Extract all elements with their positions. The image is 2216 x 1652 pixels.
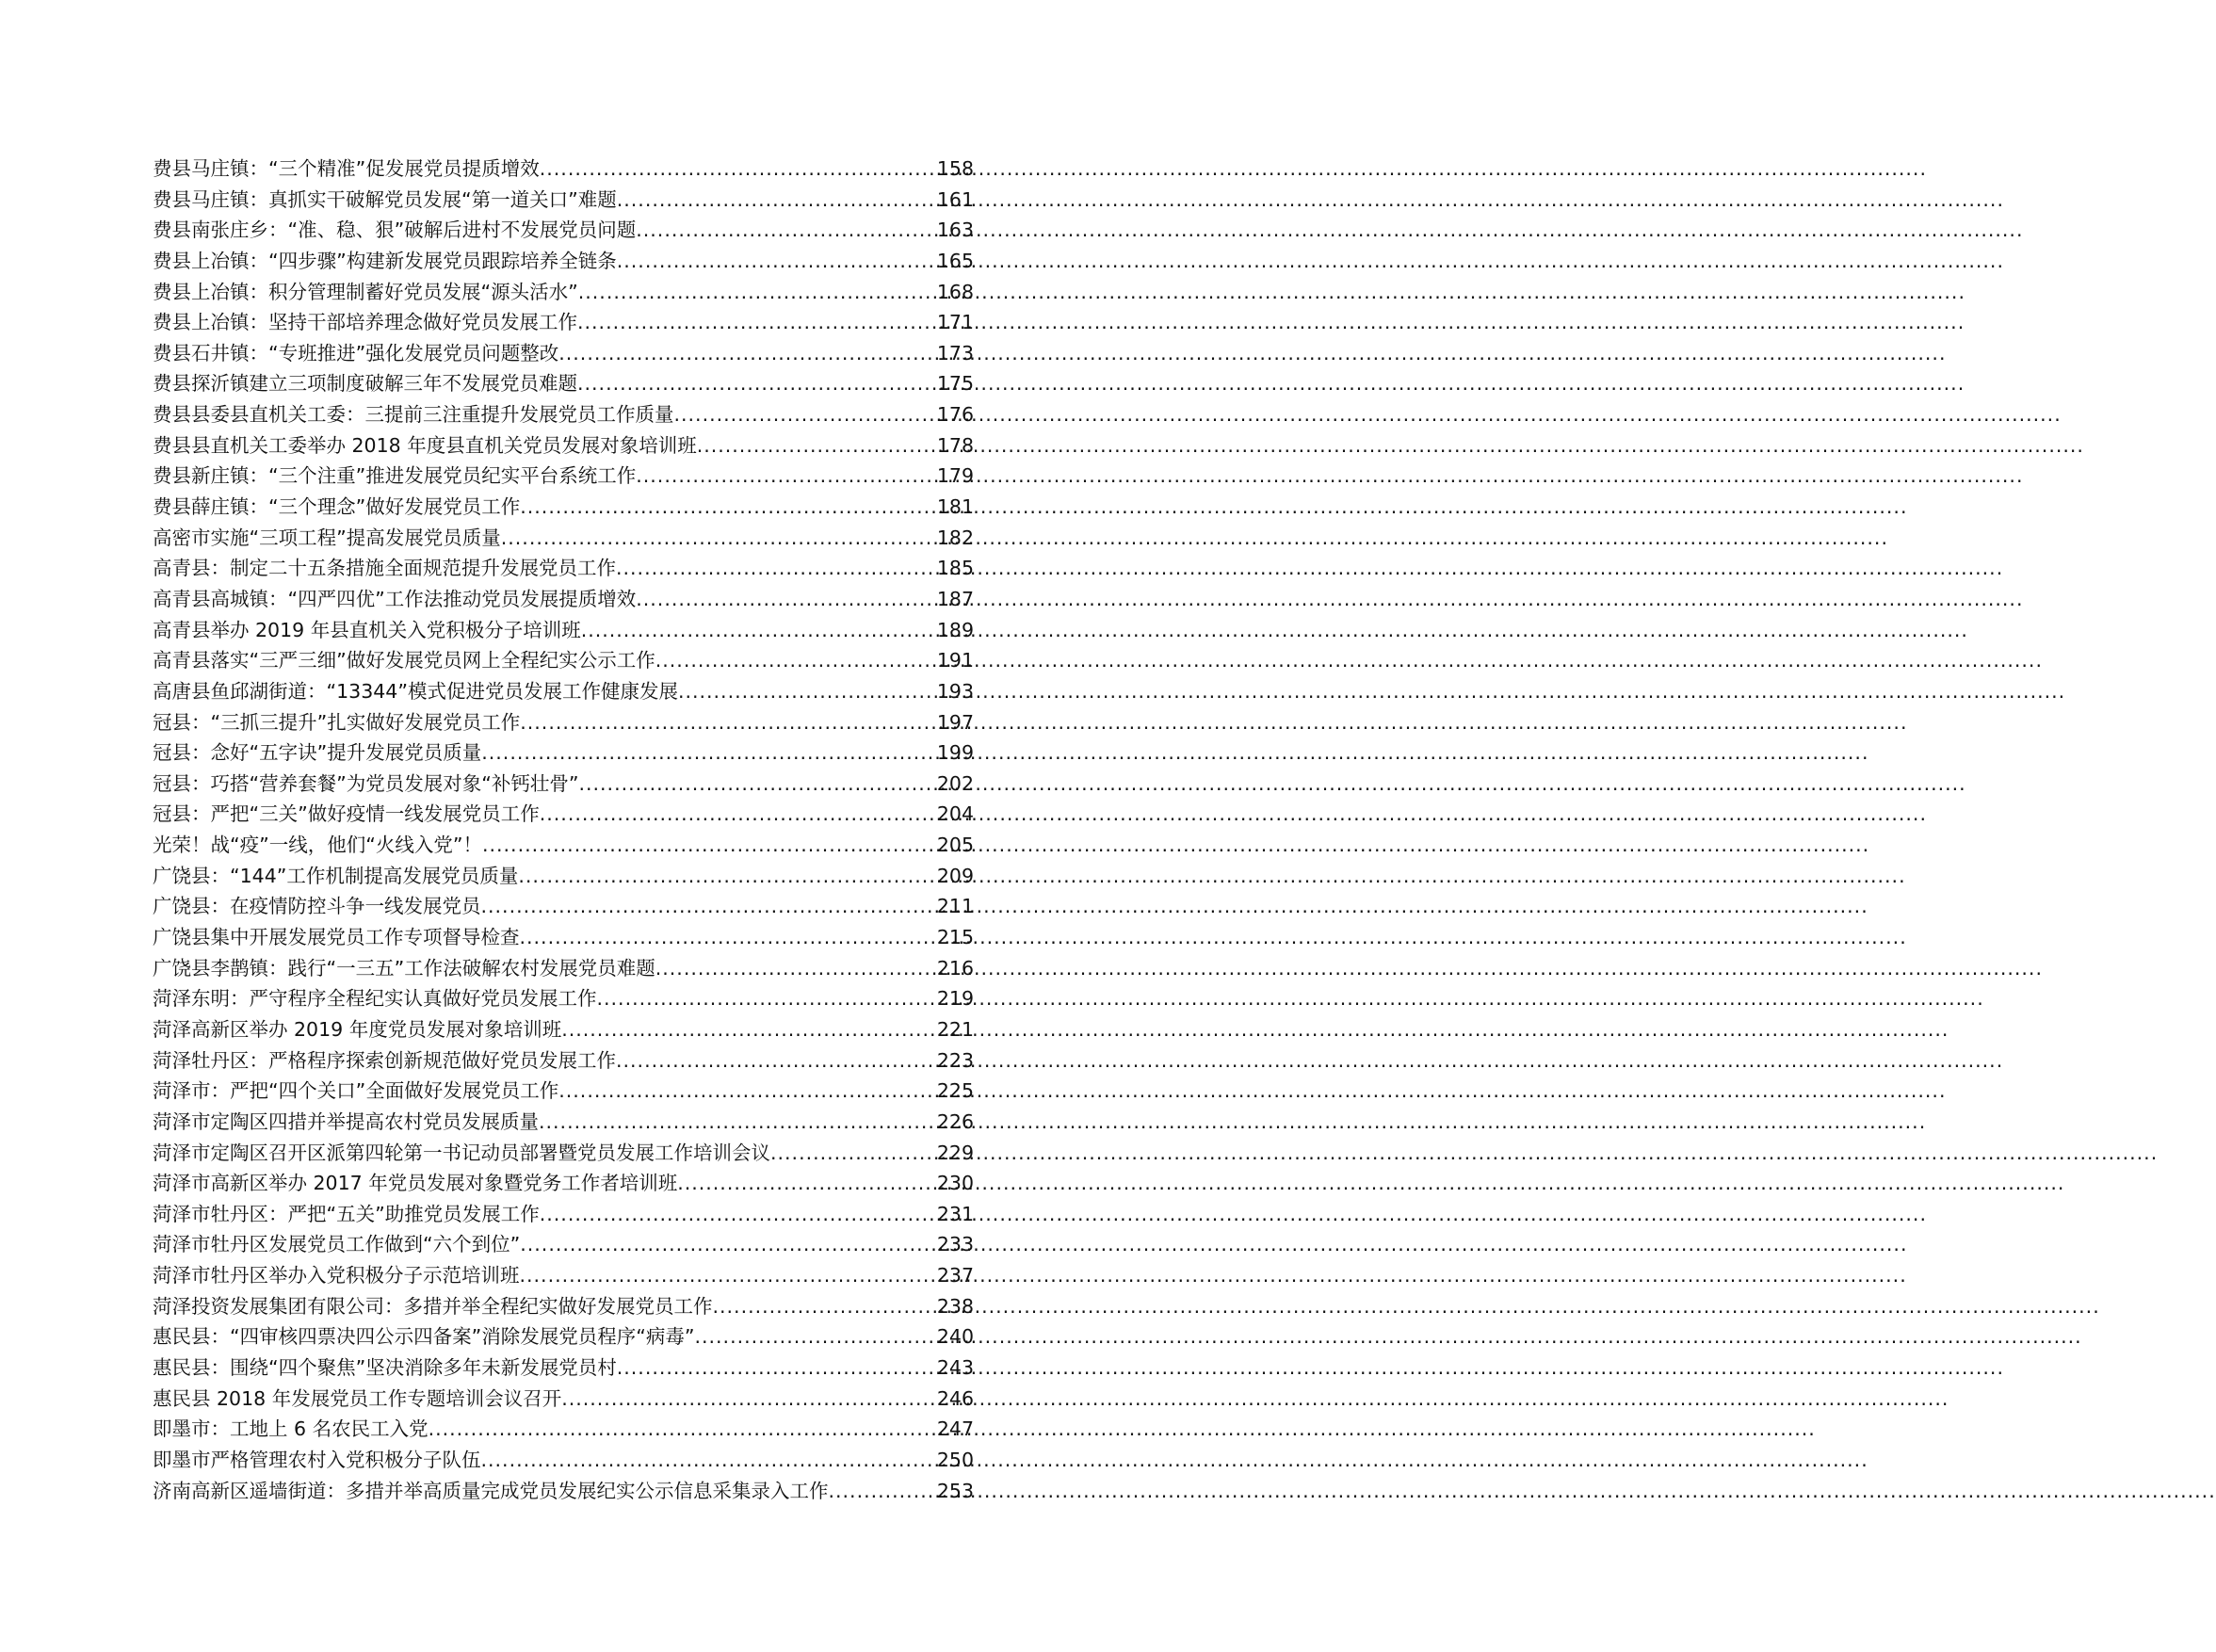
toc-entry-title: 费县新庄镇：“三个注重”推进发展党员纪实平台系统工作 — [153, 464, 637, 488]
toc-entry-page-number: 225 — [936, 1079, 974, 1103]
toc-dot-leader — [616, 1045, 935, 1077]
toc-entry-page-number: 158 — [936, 157, 974, 180]
toc-entry-title: 光荣！战“疫”一线，他们“火线入党”！ — [153, 834, 482, 857]
toc-dot-leader — [558, 338, 935, 369]
toc-dot-leader — [501, 523, 935, 554]
toc-entry-page-number: 178 — [936, 433, 974, 457]
toc-entry-title: 费县马庄镇：“三个精准”促发展党员提质增效 — [153, 157, 540, 180]
toc-dot-leader — [617, 1352, 935, 1384]
toc-dot-leader — [520, 1229, 935, 1260]
toc-entry-page-number: 197 — [936, 710, 974, 734]
toc-dot-leader — [540, 1199, 935, 1230]
toc-dot-leader — [520, 922, 935, 953]
toc-entry-title: 费县上冶镇：坚持干部培养理念做好党员发展工作 — [153, 311, 577, 334]
toc-dot-leader — [829, 1476, 935, 1507]
toc-entry-page-number: 238 — [936, 1294, 974, 1318]
toc-entry-page-number: 253 — [936, 1479, 974, 1502]
toc-entry-page-number: 163 — [936, 219, 974, 242]
toc-entry-page-number: 209 — [936, 864, 974, 887]
toc-entry-page-number: 189 — [936, 618, 974, 641]
toc-dot-leader — [482, 830, 935, 861]
toc-entry[interactable] — [153, 368, 974, 399]
toc-dot-leader — [677, 1168, 935, 1199]
toc-entry-page-number: 173 — [936, 341, 974, 364]
toc-entry-page-number: 205 — [936, 834, 974, 857]
toc-dot-leader — [577, 307, 935, 338]
toc-entry-title: 菏泽市高新区举办 2017 年党员发展对象暨党务工作者培训班 — [153, 1172, 678, 1195]
toc-dot-leader — [578, 769, 934, 800]
toc-entry[interactable] — [153, 523, 974, 554]
toc-entry-title: 费县薛庄镇：“三个理念”做好发展党员工作 — [153, 495, 521, 519]
toc-entry[interactable] — [153, 185, 974, 216]
toc-entry-title: 费县马庄镇：真抓实干破解党员发展“第一道关口”难题 — [153, 187, 617, 211]
toc-dot-leader — [636, 215, 935, 246]
toc-entry-page-number: 179 — [936, 464, 974, 488]
toc-entry-title: 冠县：巧搭“营养套餐”为党员发展对象“补钙壮骨” — [153, 771, 579, 795]
toc-entry[interactable] — [153, 584, 974, 615]
toc-entry-title: 高青县：制定二十五条措施全面规范提升发展党员工作 — [153, 557, 616, 580]
toc-entry-title: 冠县：“三抓三提升”扎实做好发展党员工作 — [153, 710, 521, 734]
toc-entry-title: 费县南张庄乡：“准、稳、狠”破解后进村不发展党员问题 — [153, 219, 637, 242]
toc-entry[interactable] — [153, 891, 974, 922]
toc-entry[interactable] — [153, 399, 974, 430]
toc-entry-page-number: 175 — [936, 372, 974, 396]
toc-entry-title: 菏泽市定陶区召开区派第四轮第一书记动员部署暨党员发展工作培训会议 — [153, 1141, 770, 1164]
toc-entry[interactable] — [153, 1076, 974, 1107]
toc-dot-leader — [429, 1414, 935, 1445]
toc-entry-page-number: 216 — [936, 956, 974, 980]
toc-entry-title: 高唐县鱼邱湖街道：“13344”模式促进党员发展工作健康发展 — [153, 679, 678, 703]
toc-entry-page-number: 193 — [936, 679, 974, 703]
toc-dot-leader — [713, 1291, 935, 1322]
toc-entry[interactable] — [153, 1168, 974, 1199]
toc-entry-title: 广饶县集中开展发展党员工作专项督导检查 — [153, 926, 520, 949]
toc-entry-page-number: 176 — [936, 403, 974, 427]
toc-entry-title: 费县县直机关工委举办 2018 年度县直机关党员发展对象培训班 — [153, 433, 697, 457]
toc-entry-page-number: 165 — [936, 249, 974, 272]
toc-entry[interactable] — [153, 1138, 974, 1169]
toc-entry-title: 高青县举办 2019 年县直机关入党积极分子培训班 — [153, 618, 581, 641]
toc-entry-title: 菏泽牡丹区：严格程序探索创新规范做好党员发展工作 — [153, 1048, 616, 1072]
toc-entry-page-number: 191 — [936, 649, 974, 672]
toc-entry-title: 高青县落实“三严三细”做好发展党员网上全程纪实公示工作 — [153, 649, 655, 672]
toc-entry-title: 菏泽市定陶区四措并举提高农村党员发展质量 — [153, 1109, 539, 1133]
toc-dot-leader — [770, 1138, 935, 1169]
toc-entry[interactable] — [153, 154, 974, 185]
toc-entry-page-number: 247 — [936, 1417, 974, 1441]
toc-entry-title: 广饶县：“144”工作机制提高发展党员质量 — [153, 864, 519, 887]
toc-dot-leader — [617, 185, 935, 216]
toc-dot-leader — [558, 1076, 935, 1107]
toc-entry[interactable] — [153, 922, 974, 953]
toc-dot-leader — [617, 246, 935, 277]
toc-entry-page-number: 246 — [936, 1386, 974, 1410]
toc-dot-leader — [481, 737, 935, 769]
toc-entry[interactable] — [153, 737, 974, 769]
toc-entry[interactable] — [153, 1045, 974, 1077]
toc-entry-title: 高青县高城镇：“四严四优”工作法推动党员发展提质增效 — [153, 587, 637, 610]
toc-entry[interactable] — [153, 1260, 974, 1291]
toc-entry-title: 冠县：严把“三关”做好疫情一线发展党员工作 — [153, 802, 540, 826]
toc-entry-title: 菏泽东明：严守程序全程纪实认真做好党员发展工作 — [153, 987, 597, 1011]
toc-dot-leader — [540, 154, 935, 185]
toc-entry-page-number: 229 — [936, 1141, 974, 1164]
toc-entry[interactable] — [153, 277, 974, 308]
toc-entry[interactable] — [153, 461, 974, 492]
toc-entry-title: 惠民县：围绕“四个聚焦”坚决消除多年未新发展党员村 — [153, 1355, 617, 1379]
toc-entry[interactable] — [153, 1384, 974, 1415]
toc-entry-page-number: 250 — [936, 1448, 974, 1471]
toc-entry-page-number: 211 — [936, 895, 974, 918]
toc-entry[interactable] — [153, 769, 974, 800]
toc-entry-page-number: 243 — [936, 1355, 974, 1379]
toc-entry-page-number: 226 — [936, 1109, 974, 1133]
toc-entry-title: 菏泽市牡丹区举办入党积极分子示范培训班 — [153, 1264, 520, 1288]
toc-entry-page-number: 168 — [936, 280, 974, 303]
toc-entry-page-number: 223 — [936, 1048, 974, 1072]
toc-entry-title: 菏泽市：严把“四个关口”全面做好发展党员工作 — [153, 1079, 559, 1103]
toc-dot-leader — [616, 553, 935, 584]
toc-entry-title: 菏泽市牡丹区发展党员工作做到“六个到位” — [153, 1233, 521, 1256]
toc-entry-title: 惠民县 2018 年发展党员工作专题培训会议召开 — [153, 1386, 562, 1410]
toc-entry[interactable] — [153, 307, 974, 338]
toc-entry-page-number: 231 — [936, 1202, 974, 1225]
toc-dot-leader — [581, 615, 935, 646]
toc-entry-page-number: 202 — [936, 771, 974, 795]
toc-entry-title: 菏泽高新区举办 2019 年度党员发展对象培训班 — [153, 1017, 562, 1041]
toc-dot-leader — [697, 430, 935, 462]
table-of-contents — [153, 154, 974, 1506]
toc-dot-leader — [520, 707, 935, 738]
toc-entry[interactable] — [153, 830, 974, 861]
toc-dot-leader — [561, 1014, 935, 1045]
toc-entry[interactable] — [153, 953, 974, 984]
toc-entry-title: 即墨市：工地上 6 名农民工入党 — [153, 1417, 429, 1441]
toc-entry-page-number: 182 — [936, 526, 974, 549]
toc-dot-leader — [518, 861, 934, 892]
toc-entry[interactable] — [153, 799, 974, 830]
toc-dot-leader — [678, 676, 935, 707]
toc-entry[interactable] — [153, 1199, 974, 1230]
toc-entry[interactable] — [153, 1107, 974, 1138]
toc-entry-page-number: 240 — [936, 1325, 974, 1349]
toc-entry-page-number: 221 — [936, 1017, 974, 1041]
toc-dot-leader — [674, 399, 935, 430]
toc-dot-leader — [577, 368, 935, 399]
toc-entry[interactable] — [153, 676, 974, 707]
toc-dot-leader — [655, 645, 935, 676]
toc-entry[interactable] — [153, 1291, 974, 1322]
toc-entry[interactable] — [153, 215, 974, 246]
toc-entry[interactable] — [153, 615, 974, 646]
toc-dot-leader — [597, 983, 935, 1014]
toc-entry[interactable] — [153, 1414, 974, 1445]
toc-entry-title: 费县上冶镇：“四步骤”构建新发展党员跟踪培养全链条 — [153, 249, 617, 272]
toc-dot-leader — [520, 492, 935, 523]
toc-entry-title: 惠民县：“四审核四票决四公示四备案”消除发展党员程序“病毒” — [153, 1325, 695, 1349]
toc-entry[interactable] — [153, 430, 974, 462]
toc-entry-title: 广饶县李鹊镇：践行“一三五”工作法破解农村发展党员难题 — [153, 956, 655, 980]
toc-entry[interactable] — [153, 1476, 974, 1507]
toc-entry[interactable] — [153, 1352, 974, 1384]
toc-entry-page-number: 215 — [936, 926, 974, 949]
toc-entry-page-number: 185 — [936, 557, 974, 580]
toc-entry-title: 冠县：念好“五字诀”提升发展党员质量 — [153, 741, 482, 765]
toc-entry[interactable] — [153, 1321, 974, 1352]
toc-entry-title: 济南高新区遥墙街道：多措并举高质量完成党员发展纪实公示信息采集录入工作 — [153, 1479, 829, 1502]
toc-entry-title: 费县县委县直机关工委：三提前三注重提升发展党员工作质量 — [153, 403, 674, 427]
toc-entry-title: 费县探沂镇建立三项制度破解三年不发展党员难题 — [153, 372, 577, 396]
toc-entry[interactable] — [153, 707, 974, 738]
toc-entry-page-number: 181 — [936, 495, 974, 519]
toc-entry[interactable] — [153, 492, 974, 523]
toc-entry-page-number: 204 — [936, 802, 974, 826]
toc-entry-page-number: 237 — [936, 1264, 974, 1288]
toc-dot-leader — [578, 277, 935, 308]
toc-dot-leader — [655, 953, 935, 984]
toc-entry-page-number: 219 — [936, 987, 974, 1011]
toc-dot-leader — [636, 461, 935, 492]
toc-entry-title: 菏泽市牡丹区：严把“五关”助推党员发展工作 — [153, 1202, 540, 1225]
toc-dot-leader — [540, 799, 935, 830]
toc-entry-title: 菏泽投资发展集团有限公司：多措并举全程纪实做好发展党员工作 — [153, 1294, 713, 1318]
toc-entry[interactable] — [153, 338, 974, 369]
toc-entry-title: 广饶县：在疫情防控斗争一线发展党员 — [153, 895, 481, 918]
toc-dot-leader — [561, 1384, 935, 1415]
toc-entry-title: 即墨市严格管理农村入党积极分子队伍 — [153, 1448, 481, 1471]
toc-dot-leader — [636, 584, 935, 615]
toc-entry-title: 高密市实施“三项工程”提高发展党员质量 — [153, 526, 501, 549]
toc-entry-page-number: 233 — [936, 1233, 974, 1256]
toc-entry-page-number: 187 — [936, 587, 974, 610]
toc-entry[interactable] — [153, 983, 974, 1014]
toc-dot-leader — [520, 1260, 935, 1291]
toc-entry-page-number: 230 — [936, 1172, 974, 1195]
toc-entry-title: 费县石井镇：“专班推进”强化发展党员问题整改 — [153, 341, 559, 364]
toc-entry[interactable] — [153, 246, 974, 277]
toc-dot-leader — [481, 891, 935, 922]
toc-entry[interactable] — [153, 553, 974, 584]
toc-entry[interactable] — [153, 861, 974, 892]
toc-entry[interactable] — [153, 645, 974, 676]
toc-dot-leader — [694, 1321, 934, 1352]
toc-entry[interactable] — [153, 1229, 974, 1260]
toc-dot-leader — [539, 1107, 935, 1138]
toc-entry-title: 费县上冶镇：积分管理制蓄好党员发展“源头活水” — [153, 280, 578, 303]
toc-dot-leader — [481, 1445, 935, 1476]
toc-entry[interactable] — [153, 1445, 974, 1476]
toc-entry[interactable] — [153, 1014, 974, 1045]
toc-entry-page-number: 161 — [936, 187, 974, 211]
toc-entry-page-number: 171 — [936, 311, 974, 334]
toc-entry-page-number: 199 — [936, 741, 974, 765]
